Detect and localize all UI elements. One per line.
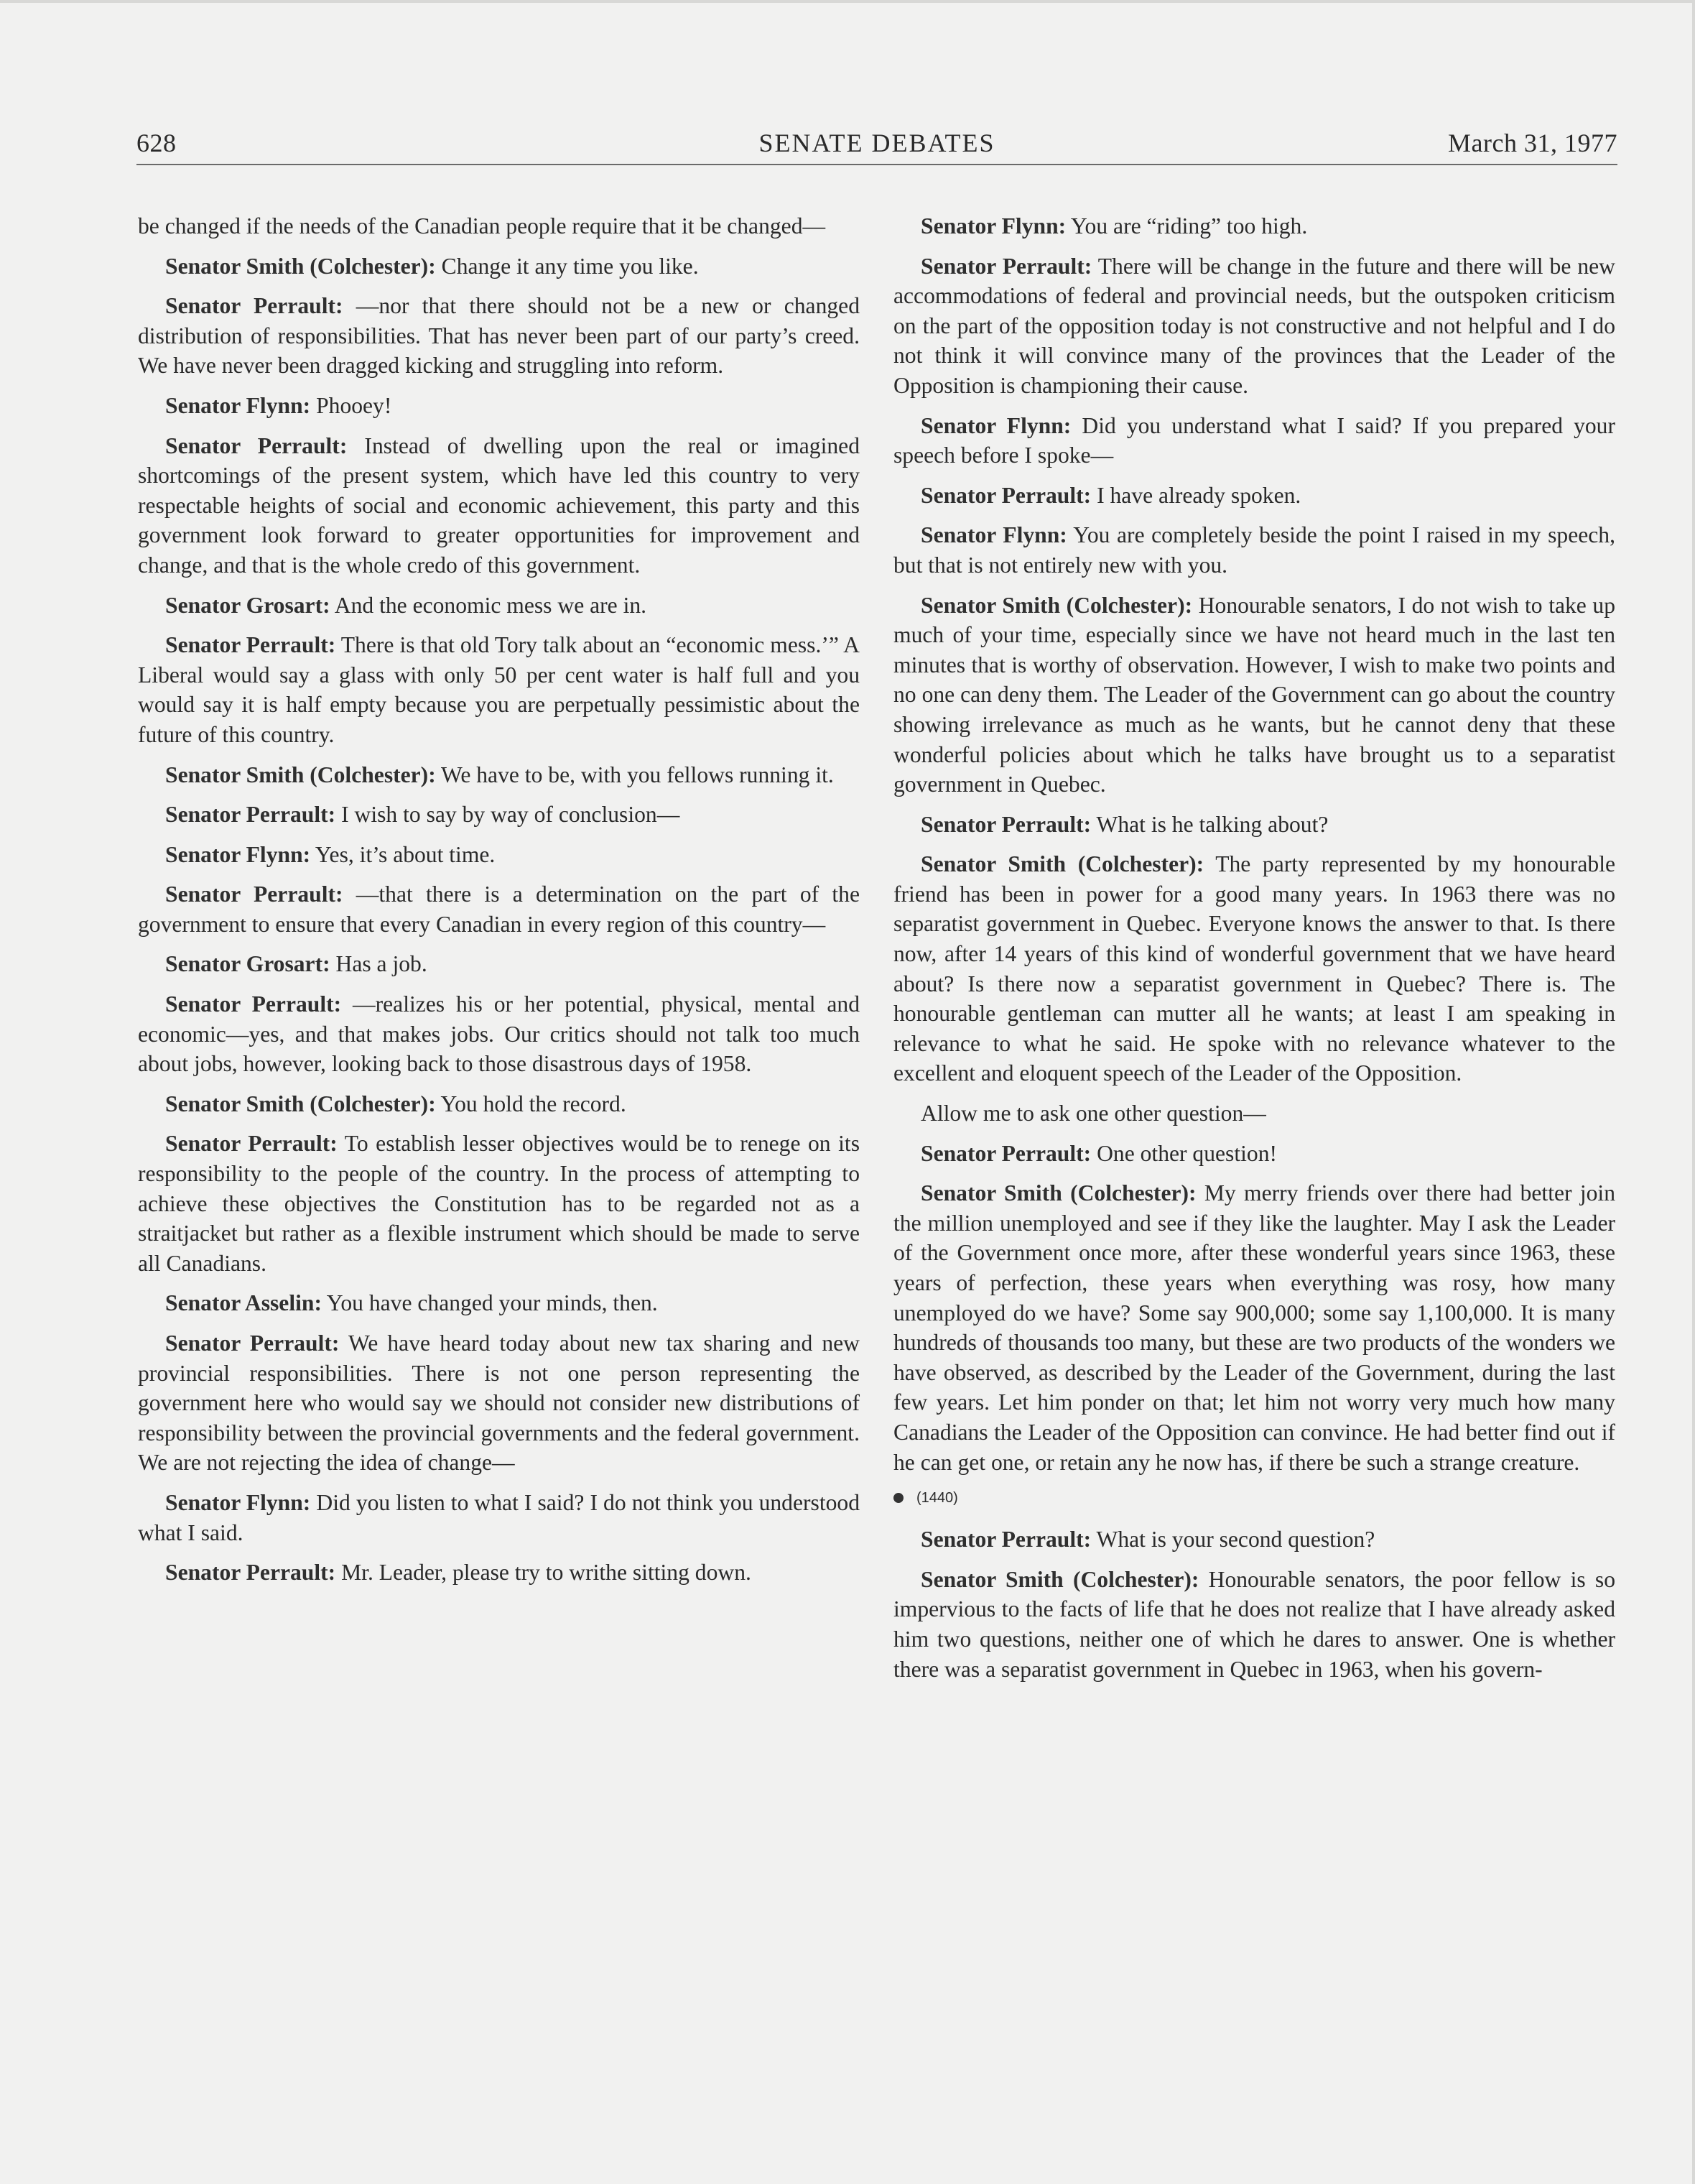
paragraph: [893, 591, 1615, 800]
paragraph-text: The party represented by my honourable friend has been in power for a good many years. In 1963 there was no separatist government in Quebec. Everyone knows the answer to that. Is there now, after 14 years of this kind of wonderful government that we have heard about? Is there now a separatist government in Quebec? There is. The honourable gentleman can mutter all he wants; at least I am speaking in relevance to what he said. He spoke with no relevance whatever to the excellent and eloquent speech of the Leader of the Opposition.: [893, 851, 1615, 1086]
paragraph: [138, 1288, 860, 1318]
speaker-name: Senator Flynn:: [921, 412, 1072, 438]
paragraph-text: I have already spoken.: [1091, 482, 1301, 508]
paragraph-text: Did you understand what I said? If you prepared your speech before I spoke—: [893, 412, 1615, 468]
speaker-name: Senator Perrault:: [165, 991, 342, 1017]
bullet-icon: [893, 1493, 904, 1503]
paragraph: [138, 291, 860, 381]
speaker-name: Senator Perrault:: [165, 632, 336, 658]
paragraph-text: What is he talking about?: [1091, 811, 1329, 837]
paragraph-text: Has a job.: [330, 951, 427, 977]
speaker-name: Senator Asselin:: [165, 1290, 322, 1316]
paragraph-text: Phooey!: [310, 392, 392, 418]
speaker-name: Senator Perrault:: [165, 802, 336, 828]
time-marker: [893, 1487, 1615, 1509]
paragraph-text: I wish to say by way of conclusion—: [335, 802, 680, 828]
speaker-name: Senator Smith (Colchester):: [921, 1180, 1197, 1206]
paragraph: [138, 1089, 860, 1119]
paragraph: [138, 251, 860, 282]
paragraph: [138, 949, 860, 979]
speaker-name: Senator Smith (Colchester):: [921, 851, 1204, 877]
paragraph-text: And the economic mess we are in.: [330, 592, 647, 618]
paragraph-text: Allow me to ask one other question—: [921, 1101, 1266, 1126]
paragraph-text: What is your second question?: [1091, 1527, 1375, 1553]
speaker-name: Senator Flynn:: [165, 1489, 311, 1515]
speaker-name: Senator Perrault:: [921, 1140, 1092, 1166]
speaker-name: Senator Perrault:: [921, 253, 1092, 279]
speaker-name: Senator Perrault:: [165, 293, 343, 319]
speaker-name: Senator Flynn:: [921, 522, 1067, 548]
paragraph: [893, 1098, 1615, 1129]
paragraph-text: Honourable senators, the poor fellow is so impervious to the facts of life that he does not realize that I have already asked him two questions, neither one of which he dares to answer. One is whether there was a separatist government in Quebec in 1963, when his govern-: [893, 1566, 1616, 1682]
paragraph: [893, 1178, 1615, 1477]
speaker-name: Senator Perrault:: [165, 1560, 336, 1586]
speaker-name: Senator Smith (Colchester):: [921, 592, 1193, 618]
running-header: [136, 128, 1617, 161]
scan-edge-top: [0, 0, 1695, 3]
right-column: [893, 211, 1615, 1694]
paragraph: [138, 591, 860, 621]
paragraph-text: We have to be, with you fellows running it.: [435, 762, 834, 787]
speaker-name: Senator Smith (Colchester):: [165, 762, 436, 787]
speaker-name: Senator Perrault:: [921, 811, 1092, 837]
left-column: [138, 211, 860, 1598]
speaker-name: Senator Perrault:: [165, 882, 343, 907]
paragraph-text: Did you listen to what I said? I do not think you understood what I said.: [138, 1489, 860, 1545]
paragraph-text: —realizes his or her potential, physical, mental and economic—yes, and that makes jobs. Our critics should not talk too much about jobs, however, looking back to those disastrous days of 1958.: [138, 991, 860, 1077]
speaker-name: Senator Smith (Colchester):: [921, 1566, 1199, 1592]
paragraph: [893, 411, 1615, 471]
paragraph-text: We have heard today about new tax sharing and new provincial responsibilities. There is not one person representing the government here who would say we should not consider new distributions of responsibility between the provincial governments and the federal government. We are not rejecting the idea of change—: [138, 1331, 860, 1476]
paragraph: [893, 481, 1615, 511]
paragraph: [138, 630, 860, 749]
paragraph-text: —that there is a determination on the part of the government to ensure that every Canadian in every region of this country—: [138, 882, 860, 937]
paragraph-text: One other question!: [1091, 1140, 1278, 1166]
paragraph: [138, 1129, 860, 1278]
header-date: March 31, 1977: [1448, 129, 1617, 157]
paragraph-text: —nor that there should not be a new or changed distribution of responsibilities. That has never been part of our party’s creed. We have never been dragged kicking and struggling into reform.: [138, 293, 860, 379]
paragraph: [138, 989, 860, 1079]
speaker-name: Senator Grosart:: [165, 592, 330, 618]
paragraph: [138, 431, 860, 580]
paragraph-text: You hold the record.: [435, 1091, 626, 1116]
scan-edge-right: [1692, 0, 1695, 2184]
page-number: 628: [136, 129, 177, 157]
speaker-name: Senator Flynn:: [165, 392, 311, 418]
paragraph-text: To establish lesser objectives would be to renege on its responsibility to the people of the country. In the process of attempting to achieve these objectives the Constitution has to be regarded not as a straitjacket but rather as a flexible instrument which should be made to serve all Canadians.: [138, 1131, 860, 1276]
paragraph: [893, 1139, 1615, 1169]
paragraph-text: You have changed your minds, then.: [321, 1290, 658, 1316]
paragraph-text: My merry friends over there had better join the million unemployed and see if they like the laughter. May I ask the Leader of the Government once more, after these wonderful years since 1963, these years of perfection, these years when everything was rosy, how many unemployed do we have? Some say 900,000; some say 1,100,000. It is many hundreds of thousands too many, but these are two products of the wonders we have observed, as described by the Leader of the Government, during the last few years. Let him ponder on that; let him not worry very much how many Canadians the Leader of the Opposition can convince. He had better find out if he can get one, or retain any he now has, if there be such a strange creature.: [893, 1180, 1615, 1475]
time-marker-label: (1440): [916, 1490, 958, 1507]
paragraph-text: Honourable senators, I do not wish to take up much of your time, especially since we have not heard much in the last ten minutes that is worthy of observation. However, I wish to make two points and no one can deny them. The Leader of the Government can go about the country showing irrelevance as much as he wants, but he cannot deny that these wonderful policies about which he talks have brought us to a separatist government in Quebec.: [893, 592, 1616, 797]
speaker-name: Senator Flynn:: [165, 841, 311, 867]
speaker-name: Senator Perrault:: [165, 432, 348, 458]
speaker-name: Senator Perrault:: [921, 1527, 1092, 1553]
paragraph-text: You are “riding” too high.: [1066, 213, 1308, 239]
paragraph: [138, 1488, 860, 1547]
paragraph-text: You are completely beside the point I raised in my speech, but that is not entirely new with you.: [893, 522, 1615, 578]
paragraph-text: Yes, it’s about time.: [310, 841, 496, 867]
paragraph: [893, 1565, 1615, 1684]
paragraph: [138, 840, 860, 870]
paragraph: [893, 849, 1615, 1088]
paragraph: [138, 211, 860, 241]
paragraph: [893, 810, 1615, 840]
paragraph: [138, 879, 860, 939]
paragraph-text: There will be change in the future and there will be new accommodations of federal and provincial needs, but the outspoken criticism on the part of the opposition today is not constructive and not helpful and I do not think it will convince many of the provinces that the Leader of the Opposition is championing their cause.: [893, 253, 1615, 398]
paragraph: [138, 1558, 860, 1588]
paragraph: [138, 800, 860, 830]
paragraph-text: Instead of dwelling upon the real or imagined shortcomings of the present system, which have led this country to very respectable heights of social and economic achievement, this party and this government look forward to greater opportunities for improvement and change, and that is the whole credo of this government.: [138, 432, 860, 578]
speaker-name: Senator Perrault:: [165, 1131, 338, 1157]
paragraph-text: Change it any time you like.: [435, 253, 699, 279]
speaker-name: Senator Perrault:: [921, 482, 1092, 508]
paragraph: [138, 391, 860, 421]
paragraph-text: There is that old Tory talk about an “economic mess.’” A Liberal would say a glass with only 50 per cent water is half full and you would say it is half empty because you are perpetually pessimistic about the future of this country.: [138, 632, 860, 747]
speaker-name: Senator Grosart:: [165, 951, 330, 977]
speaker-name: Senator Flynn:: [921, 213, 1067, 239]
speaker-name: Senator Smith (Colchester):: [165, 253, 436, 279]
paragraph: [893, 1524, 1615, 1555]
paragraph: [138, 1328, 860, 1478]
paragraph-text: be changed if the needs of the Canadian people require that it be changed—: [138, 213, 826, 239]
paragraph: [893, 520, 1615, 580]
journal-title: SENATE DEBATES: [758, 129, 995, 157]
header-rule: [136, 164, 1617, 165]
paragraph: [893, 211, 1615, 241]
paragraph: [138, 760, 860, 790]
paragraph-text: Mr. Leader, please try to writhe sitting down.: [335, 1560, 751, 1586]
speaker-name: Senator Smith (Colchester):: [165, 1091, 436, 1116]
paragraph: [893, 251, 1615, 401]
speaker-name: Senator Perrault:: [165, 1331, 340, 1356]
